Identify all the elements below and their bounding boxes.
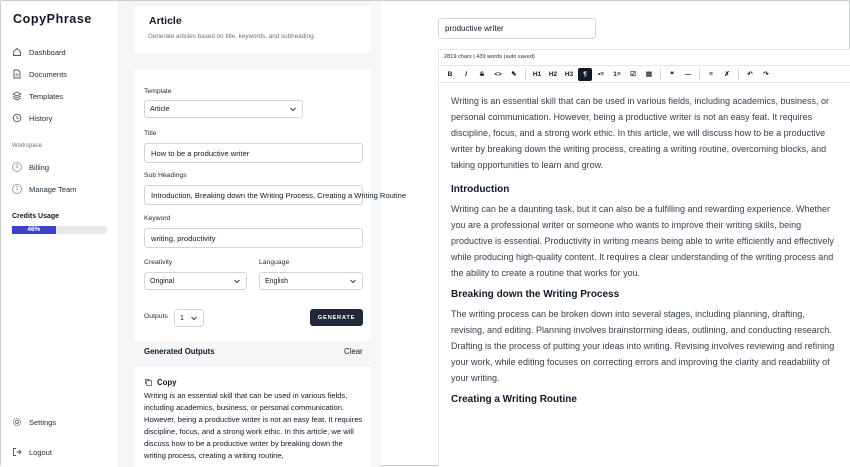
article-header-card [134, 6, 371, 53]
editor-content[interactable] [451, 93, 836, 405]
template-label: Template [144, 88, 172, 95]
sidebar-item-dashboard[interactable] [12, 46, 66, 58]
creativity-select-value: Original [150, 277, 175, 285]
page-subtitle: Generate articles based on title, keywords, and subheading. [148, 33, 316, 40]
sidebar-item-label: Templates [29, 91, 64, 101]
task-list-button[interactable]: ☑ [630, 71, 636, 78]
clear-button[interactable]: Clear [344, 347, 363, 356]
editor-heading: Introduction [451, 184, 510, 195]
language-select-value: English [265, 277, 288, 285]
heading-1-button[interactable]: H1 [532, 70, 542, 78]
logout-icon [12, 447, 22, 457]
sidebar-item-label: Documents [29, 69, 67, 79]
copy-button[interactable] [144, 378, 177, 387]
clock-icon [12, 113, 22, 123]
editor-paragraph: Writing can be a daunting task, but it can also be a fulfilling and rewarding experience. Whether you are a professional writer or someone who wants to improve their writing skills, being productive is essential. Productivity in writing means being able to write efficiently and effectively while producing high-quality content. It requires a clear understanding of the writing process and the ability to create a routine that works for you. [451, 204, 834, 278]
editor-toolbar [439, 65, 850, 83]
hard-break-button[interactable]: ≡ [709, 70, 713, 78]
paragraph-button[interactable]: ¶ [578, 68, 592, 81]
copy-label: Copy [157, 378, 177, 387]
sidebar-item-settings[interactable] [12, 416, 56, 428]
horizontal-rule-button[interactable]: — [684, 70, 692, 78]
outputs-label: Outputs [144, 313, 168, 320]
credits-progress-bar [12, 226, 107, 234]
keyword-label: Keyword [144, 215, 171, 222]
editor-heading: Breaking down the Writing Process [451, 289, 620, 300]
document-title-input[interactable]: productive writer [438, 18, 596, 39]
credits-progress-fill: 46% [12, 226, 56, 234]
heading-2-button[interactable]: H2 [548, 70, 558, 78]
sidebar-item-templates[interactable] [12, 90, 63, 102]
blockquote-button[interactable]: ❝ [670, 71, 674, 78]
credits-usage-label: Credits Usage [12, 213, 60, 220]
editor-paragraph: Writing is an essential skill that can be used in various fields, including academics, business, or personal communication. However, being a productive writer is not an easy feat. It requires discipline, focus, and a strong work ethic. In this article, we will discuss how to be a productive writer by breaking down the writing process, creating a writing routine, overcoming blocks, and taking opportunities to learn and grow. [451, 96, 830, 170]
template-select[interactable] [144, 100, 303, 118]
code-block-button[interactable]: ▤ [645, 71, 653, 78]
workspace-section-label: Workspace [12, 143, 42, 149]
toolbar-divider [525, 69, 526, 80]
title-label: Title [144, 130, 157, 137]
document-stats: 2819 chars | 439 words (auto saved) [444, 54, 535, 60]
generated-outputs-title: Generated Outputs [144, 347, 215, 356]
outputs-select[interactable] [174, 309, 204, 327]
outputs-select-value: 1 [180, 314, 184, 322]
chevron-down-icon [190, 314, 198, 322]
brand-logo: CopyPhrase [13, 12, 92, 26]
highlight-button[interactable]: ✎ [511, 71, 517, 78]
sidebar-item-logout[interactable] [12, 446, 52, 458]
layers-icon [12, 91, 22, 101]
code-button[interactable]: <> [494, 70, 502, 78]
sidebar-item-label: Logout [29, 447, 52, 457]
sidebar [1, 1, 119, 467]
generate-button[interactable]: GENERATE [310, 309, 363, 326]
template-select-value: Article [150, 105, 170, 113]
copy-icon [144, 378, 153, 387]
home-icon [12, 47, 22, 57]
language-select[interactable] [259, 272, 363, 290]
billing-count-badge: 0 [12, 162, 22, 172]
language-label: Language [259, 259, 290, 266]
sidebar-item-documents[interactable] [12, 68, 67, 80]
sidebar-item-label: Billing [29, 162, 50, 172]
sidebar-item-label: History [29, 113, 53, 123]
chevron-down-icon [289, 105, 297, 113]
chevron-down-icon [233, 277, 241, 285]
clear-format-button[interactable]: ✗ [724, 71, 730, 78]
ordered-list-button[interactable]: 1≡ [613, 70, 621, 78]
sidebar-item-label: Manage Team [29, 184, 77, 194]
strikethrough-button[interactable]: S [479, 70, 485, 78]
creativity-label: Creativity [144, 259, 173, 266]
toolbar-divider [660, 69, 661, 80]
document-icon [12, 69, 22, 79]
gear-icon [12, 417, 22, 427]
toolbar-divider [699, 69, 700, 80]
subheadings-input[interactable]: Introduction, Breaking down the Writing Process, Creating a Writing Routine [144, 185, 363, 205]
bold-button[interactable]: B [447, 70, 453, 78]
team-count-badge: 1 [12, 184, 22, 194]
editor-heading: Creating a Writing Routine [451, 394, 577, 405]
subheadings-label: Sub Headings [144, 172, 187, 179]
page-title: Article [149, 15, 182, 27]
bullet-list-button[interactable]: •≡ [597, 70, 605, 78]
chevron-down-icon [349, 277, 357, 285]
redo-button[interactable]: ↷ [763, 71, 769, 78]
keyword-input[interactable]: writing, productivity [144, 228, 363, 248]
undo-button[interactable]: ↶ [747, 71, 753, 78]
heading-3-button[interactable]: H3 [564, 70, 574, 78]
toolbar-divider [738, 69, 739, 80]
editor-paragraph: The writing process can be broken down into several stages, including planning, drafting, revising, and editing. Planning involves brainstorming ideas, outlining, and conducting research. Drafting is the process of putting your ideas into writing. Revising involves reviewing and refining your work, while editing focuses on correcting errors and improving the clarity and readability of your writing. [451, 309, 835, 383]
italic-button[interactable]: I [465, 70, 467, 78]
title-input[interactable]: How to be a productive writer [144, 143, 363, 163]
sidebar-item-history[interactable] [12, 112, 52, 124]
sidebar-item-label: Settings [29, 417, 57, 427]
generated-output-text: Writing is an essential skill that can be used in various fields, including academics, business, or personal communication. However, being a productive writer is not an easy feat. It requires discipline, focus, and a strong work ethic. In this article, we will discuss how to be a productive writer by breaking down the writing process, creating a writing routine, [144, 391, 363, 461]
sidebar-item-billing[interactable] [12, 161, 49, 173]
sidebar-item-label: Dashboard [29, 47, 66, 57]
sidebar-item-manage-team[interactable] [12, 183, 76, 195]
creativity-select[interactable] [144, 272, 247, 290]
